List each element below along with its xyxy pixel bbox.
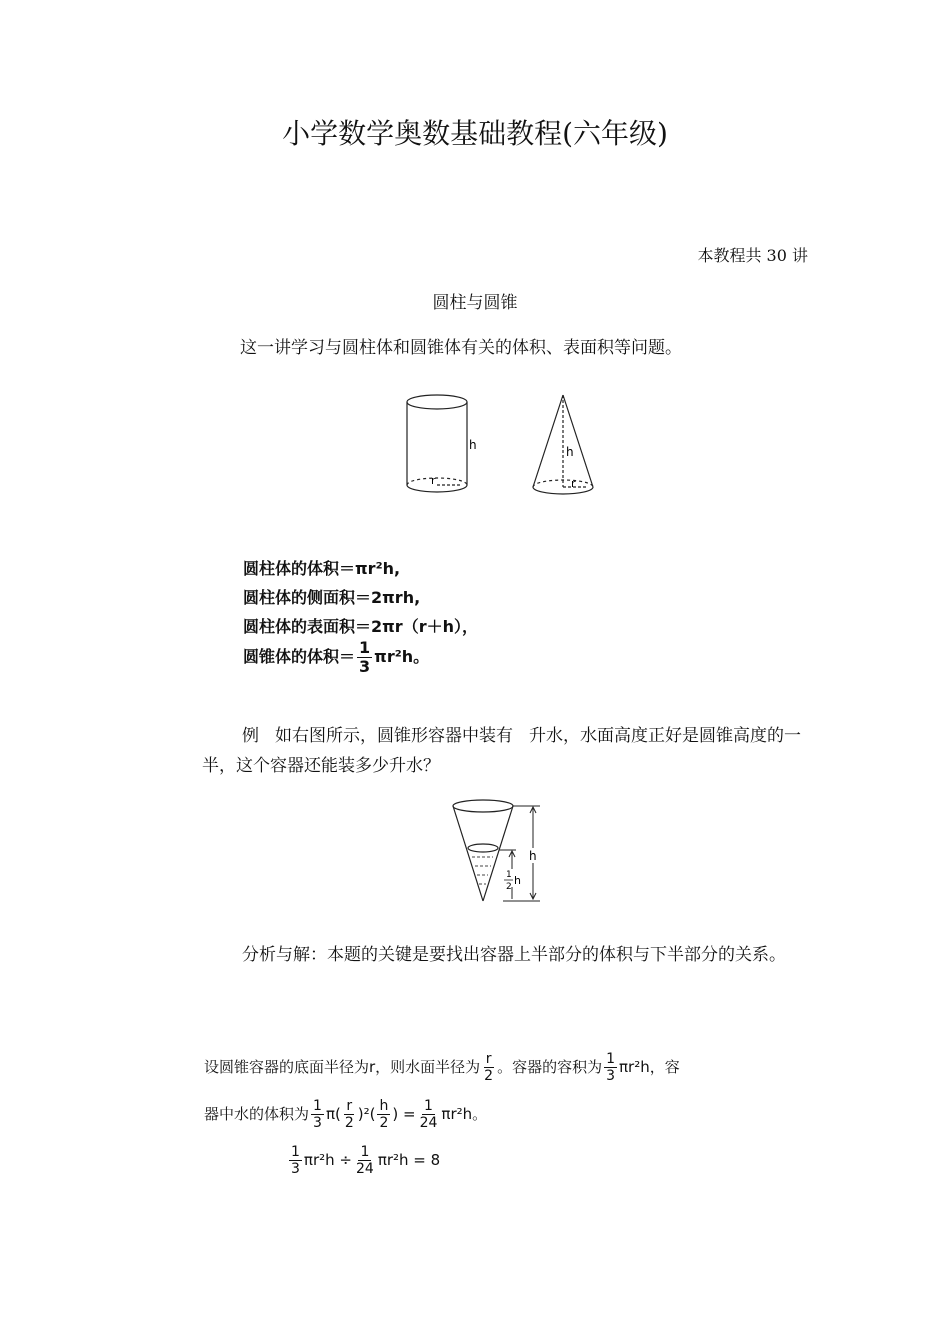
cone-h-label: h bbox=[566, 445, 574, 459]
example-paragraph: 例 如右图所示，圆锥形容器中装有 升水，水面高度正好是圆锥高度的一半，这个容器还能装多少升水？ bbox=[202, 726, 801, 776]
example-label: 例 bbox=[242, 726, 259, 746]
page-title: 小学数学奥数基础教程(六年级) bbox=[282, 117, 668, 150]
cylinder-volume-formula: 圆柱体的体积＝πr²h, bbox=[243, 559, 401, 578]
cylinder-surface-formula: 圆柱体的表面积＝2πr（r＋h）， bbox=[243, 617, 478, 636]
solution-line-3: $\frac{1}{3}$ πr²h ÷ $\frac{1}{24}$ πr²h = 8 bbox=[291, 1144, 441, 1177]
analysis-paragraph: 分析与解：本题的关键是要找出容器上半部分的体积与下半部分的关系。 bbox=[242, 945, 786, 965]
solution-line-2: 器中水的体积为 $\frac{1}{3}$ π( $\frac{r}{2}$ )²( $\frac{h}{2}$ ) = $\frac{1}{24}$ πr²h。 bbox=[204, 1098, 488, 1131]
cylinder-h-label: h bbox=[469, 438, 477, 452]
cylinder-cone-figure bbox=[395, 385, 610, 505]
cylinder-lateral-formula: 圆柱体的侧面积＝2πrh, bbox=[243, 588, 421, 607]
half-den: 2 bbox=[506, 882, 512, 892]
cone-r-label: r bbox=[571, 477, 576, 490]
solution-line-1: 设圆锥容器的底面半径为r，则水面半径为 $\frac{r}{2}$ 。容器的容积为 $\frac{1}{3}$ πr²h，容 bbox=[204, 1051, 680, 1084]
half-num: 1 bbox=[506, 870, 512, 880]
lesson-count: 本教程共 30 讲 bbox=[697, 246, 808, 265]
cone-shape bbox=[533, 395, 593, 494]
cylinder-shape bbox=[407, 395, 467, 492]
cone-volume-formula: 圆锥体的体积＝ $\frac{1}{3}$ πr²h。 bbox=[243, 638, 430, 676]
cone-container-figure bbox=[445, 793, 555, 908]
cylinder-r-label: r bbox=[431, 474, 436, 487]
section-heading: 圆柱与圆锥 bbox=[432, 293, 518, 313]
half-h-label: h bbox=[514, 874, 521, 887]
container-h-label: h bbox=[529, 849, 537, 863]
one-third-fraction: $\frac{1}{3}$ bbox=[359, 638, 371, 676]
intro-paragraph: 这一讲学习与圆柱体和圆锥体有关的体积、表面积等问题。 bbox=[240, 338, 682, 358]
